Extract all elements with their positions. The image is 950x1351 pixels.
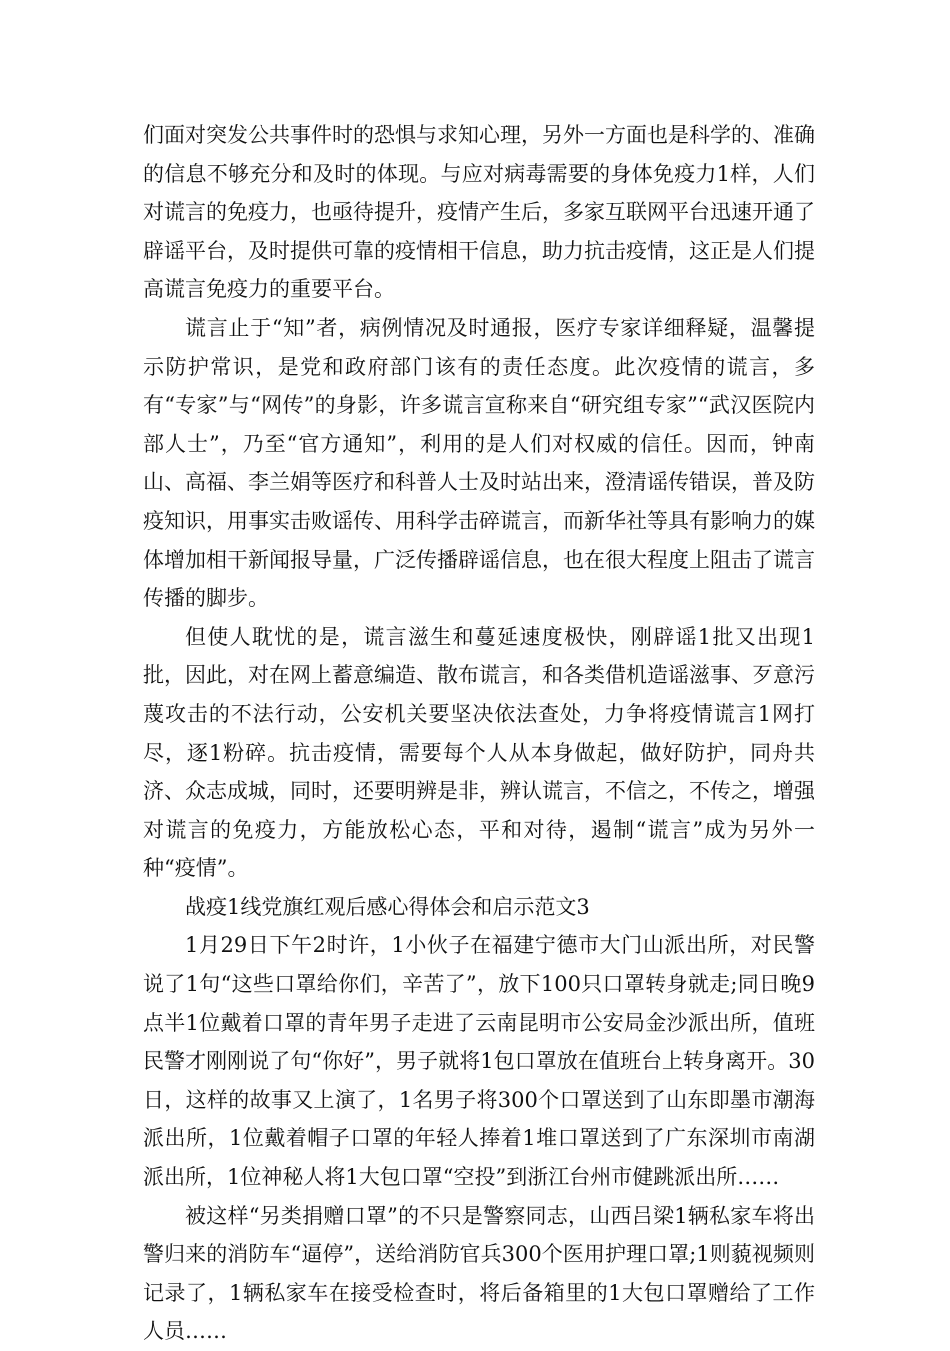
- paragraph-3: 但使人耽忧的是，谎言滋生和蔓延速度极快，刚辟谣1批又出现1批，因此，对在网上蓄意编造、散布谎言，和各类借机造谣滋事、歹意污蔑攻击的不法行动，公安机关要坚决依法查处，力争将疫情谎言1网打尽，逐1粉碎。抗击疫情，需要每个人从本身做起，做好防护，同舟共济、众志成城，同时，还要明辨是非，辨认谎言，不信之，不传之，增强对谎言的免疫力，方能放松心态，平和对待，遏制“谎言”成为另外一种“疫情”。: [143, 624, 815, 881]
- paragraph-1: 们面对突发公共事件时的恐惧与求知心理，另外一方面也是科学的、准确的信息不够充分和及时的体现。与应对病毒需要的身体免疫力1样，人们对谎言的免疫力，也亟待提升，疫情产生后，多家互联网平台迅速开通了辟谣平台，及时提供可靠的疫情相干信息，助力抗击疫情，这正是人们提高谎言免疫力的重要平台。: [143, 123, 815, 302]
- paragraph-4: 1月29日下午2时许，1小伙子在福建宁德市大门山派出所，对民警说了1句“这些口罩给你们，辛苦了”，放下100只口罩转身就走;同日晚9点半1位戴着口罩的青年男子走进了云南昆明市公安局金沙派出所，值班民警才刚刚说了句“你好”，男子就将1包口罩放在值班台上转身离开。30日，这样的故事又上演了，1名男子将300个口罩送到了山东即墨市潮海派出所，1位戴着帽子口罩的年轻人捧着1堆口罩送到了广东深圳市南湖派出所，1位神秘人将1大包口罩“空投”到浙江台州市健跳派出所……: [143, 933, 815, 1190]
- paragraph-2: 谎言止于“知”者，病例情况及时通报，医疗专家详细释疑，温馨提示防护常识，是党和政府部门该有的责任态度。此次疫情的谎言，多有“专家”与“网传”的身影，许多谎言宣称来自“研究组专家”“武汉医院内部人士”，乃至“官方通知”，利用的是人们对权威的信任。因而，钟南山、高福、李兰娟等医疗和科普人士及时站出来，澄清谣传错误，普及防疫知识，用事实击败谣传、用科学击碎谎言，而新华社等具有影响力的媒体增加相干新闻报导量，广泛传播辟谣信息，也在很大程度上阻击了谎言传播的脚步。: [143, 315, 815, 611]
- paragraph-5: 被这样“另类捐赠口罩”的不只是警察同志，山西吕梁1辆私家车将出警归来的消防车“逼停”，送给消防官兵300个医用护理口罩;1则藐视频则记录了，1辆私家车在接受检查时，将后备箱里的1大包口罩赠给了工作人员……: [143, 1203, 815, 1344]
- document-body: [143, 116, 815, 1351]
- section-heading: 战疫1线党旗红观后感心得体会和启示范文3: [185, 894, 590, 919]
